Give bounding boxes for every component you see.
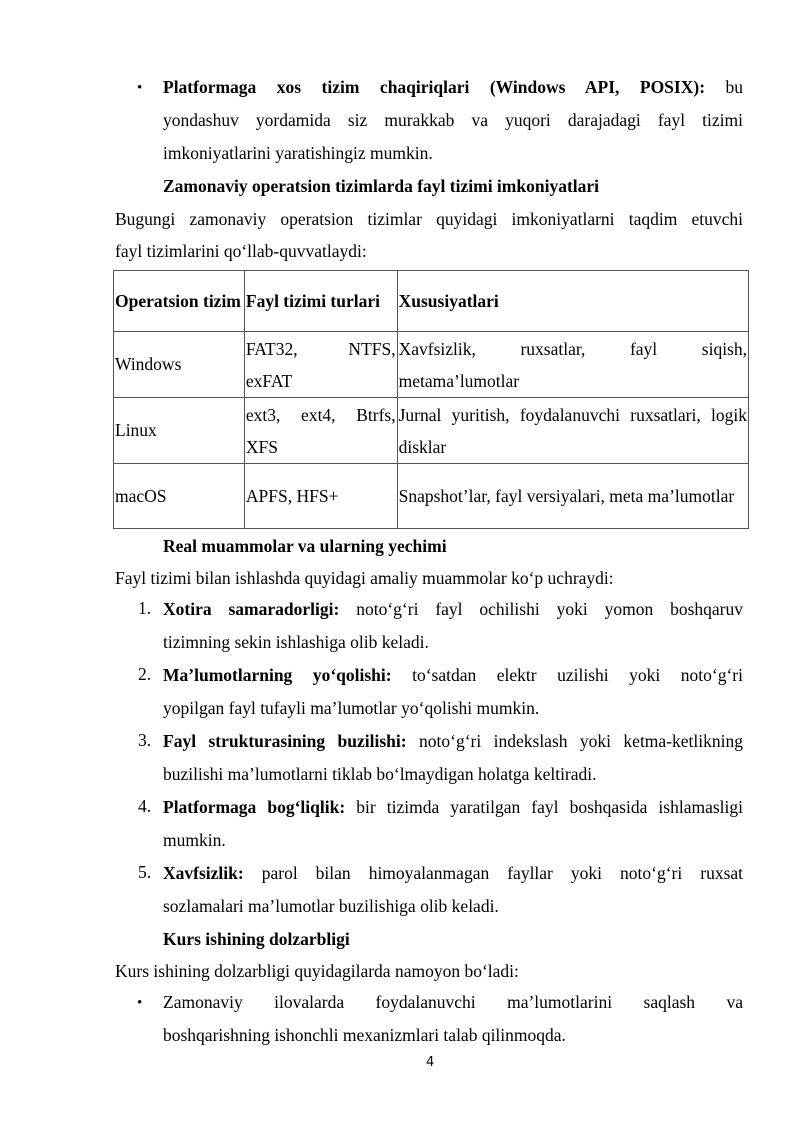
bullet-modern-line1: Zamonaviy ilovalarda foydalanuvchi ma’lumotlarini saqlash va [163,992,743,1012]
intro-line2: fayl tizimlarini qo‘llab-quvvatlaydi: [115,241,367,261]
bullet-platform-line1 [163,76,743,98]
list-item-term: Xavfsizlik: [163,863,244,883]
section-heading-features: Zamonaviy operatsion tizimlarda fayl tizimi imkoniyatlari [163,176,600,196]
table-cell-fs: ext3, ext4, Btrfs, XFS [244,398,397,464]
bullet-platform-rest: bu [725,77,744,97]
bullet-icon: • [137,80,143,96]
list-item-line2: mumkin. [163,830,226,850]
list-item-term: Ma’lumotlarning yo‘qolishi: [163,665,392,685]
table-cell-features: Jurnal yuritish, foydalanuvchi ruxsatlari, logik disklar [397,398,748,464]
list-item-text: bir tizimda yaratilgan fayl boshqasida ishlamasligi [356,797,743,817]
list-item-text: noto‘g‘ri fayl ochilishi yoki yomon boshqaruv [356,599,744,619]
list-number: 2. [138,664,152,684]
list-item-line1 [163,598,743,620]
list-item-line2: tizimning sekin ishlashiga olib keladi. [163,632,429,652]
intro-line1: Bugungi zamonaviy operatsion tizimlar quyidagi imkoniyatlarni taqdim etuvchi [115,209,743,229]
bullet-modern-line2: boshqarishning ishonchli mexanizmlari talab qilinmoqda. [163,1025,566,1045]
bullet-platform-line2: yondashuv yordamida siz murakkab va yuqori darajadagi fayl tizimi [163,110,743,130]
section-heading-relevance: Kurs ishining dolzarbligi [163,929,350,949]
list-item-line1 [163,862,743,884]
table-cell-fs: FAT32, NTFS, exFAT [244,332,397,398]
relevance-intro: Kurs ishining dolzarbligi quyidagilarda namoyon bo‘ladi: [115,961,519,981]
bullet-platform-line3: imkoniyatlarini yaratishingiz mumkin. [163,143,433,163]
list-item-text: parol bilan himoyalanmagan fayllar yoki noto‘g‘ri ruxsat [261,863,744,883]
table-row [114,398,749,464]
filesystem-table [113,270,749,529]
table-header-row [114,271,749,332]
list-number: 5. [138,862,152,882]
table-cell-features: Xavfsizlik, ruxsatlar, fayl siqish, metama’lumotlar [397,332,748,398]
table-cell-os: macOS [114,464,245,529]
list-item-line2: yopilgan fayl tufayli ma’lumotlar yo‘qolishi mumkin. [163,698,540,718]
table-header-fs: Fayl tizimi turlari [244,271,397,332]
table-cell-os: Windows [114,332,245,398]
list-item-term: Platformaga bog‘liqlik: [163,797,346,817]
bullet-platform-term: Platformaga xos tizim chaqiriqlari (Windows API, POSIX): [163,77,706,97]
list-item-term: Xotira samaradorligi: [163,599,340,619]
table-header-os: Operatsion tizim [114,271,245,332]
section-heading-problems: Real muammolar va ularning yechimi [163,536,447,556]
list-item-term: Fayl strukturasining buzilishi: [163,731,407,751]
table-cell-os: Linux [114,398,245,464]
table-row [114,464,749,529]
problems-intro: Fayl tizimi bilan ishlashda quyidagi amaliy muammolar ko‘p uchraydi: [115,568,614,588]
list-item-text: to‘satdan elektr uzilishi yoki noto‘g‘ri [412,665,743,685]
table-cell-features: Snapshot’lar, fayl versiyalari, meta ma’lumotlar [397,464,748,529]
bullet-icon: • [137,995,143,1011]
table-row [114,332,749,398]
list-item-line1 [163,796,743,818]
list-item-text: noto‘g‘ri indekslash yoki ketma-ketlikning [419,731,743,751]
list-item-line2: buzilishi ma’lumotlarni tiklab bo‘lmaydigan holatga keltiradi. [163,764,597,784]
list-item-line2: sozlamalari ma’lumotlar buzilishiga olib keladi. [163,896,499,916]
table-cell-fs: APFS, HFS+ [244,464,397,529]
list-number: 1. [138,598,152,618]
list-number: 3. [138,730,152,750]
list-item-line1 [163,664,743,686]
list-item-line1 [163,730,743,752]
table-header-features: Xususiyatlari [397,271,748,332]
page-number: 4 [426,1055,435,1070]
list-number: 4. [138,796,152,816]
